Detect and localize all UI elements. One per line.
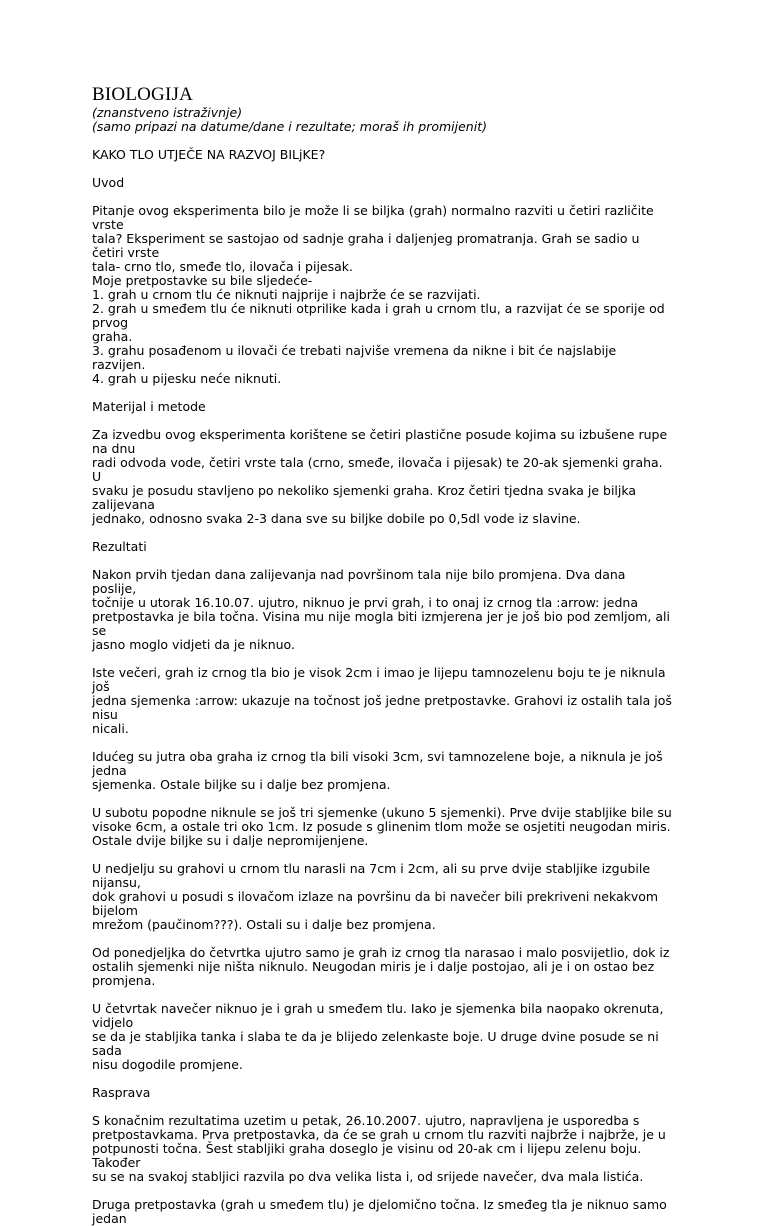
main-heading: KAKO TLO UTJEČE NA RAZVOJ BILjKE?: [92, 147, 326, 162]
rasprava-paragraph-1: [92, 1114, 672, 1184]
text-line: nisu dogodile promjene.: [92, 1057, 243, 1072]
text-line: U nedjelju su grahovi u crnom tlu narasli na 7cm i 2cm, ali su prve dvije stabljike izgubile nijansu,: [92, 861, 655, 890]
section-label-rasprava: Rasprava: [92, 1085, 151, 1100]
text-line: 3. grahu posađenom u ilovači će trebati najviše vremena da nikne i bit će najslabije razvijen.: [92, 343, 621, 372]
rezultati-paragraph-1: [92, 568, 672, 652]
rezultati-paragraph-6: [92, 946, 672, 988]
text-line: svaku je posudu stavljeno po nekoliko sjemenki graha. Kroz četiri tjedna svaka je biljka zalijevana: [92, 483, 641, 512]
section-label-materijal: Materijal i metode: [92, 399, 206, 414]
text-line: jedna sjemenka :arrow: ukazuje na točnost još jedne pretpostavke. Grahovi iz ostalih tala još nisu: [92, 693, 676, 722]
text-line: ostalih sjemenki nije ništa niknulo. Neugodan miris je i dalje postojao, ali je i on ostao bez: [92, 959, 655, 974]
text-line: pretpostavka je bila točna. Visina mu nije mogla biti izmjerena jer je još bio pod zemljom, ali se: [92, 609, 674, 638]
text-line: Ostale dvije biljke su i dalje nepromijenjene.: [92, 833, 369, 848]
text-line: tala- crno tlo, smeđe tlo, ilovača i pijesak.: [92, 259, 353, 274]
text-line: pretpostavkama. Prva pretpostavka, da će se grah u crnom tlu razviti najbrže i najbrže, je u: [92, 1127, 666, 1142]
rezultati-paragraph-5: [92, 862, 672, 932]
text-line: S konačnim rezultatima uzetim u petak, 26.10.2007. ujutro, napravljena je usporedba s: [92, 1113, 640, 1128]
subtitle-line-1: (znanstveno istraživnje): [92, 105, 243, 120]
document-page: [92, 84, 676, 1226]
text-line: potpunosti točna. Šest stabljiki graha doseglo je visinu od 20-ak cm i lijepu zelenu boju. Također: [92, 1141, 646, 1170]
materijal-paragraph: [92, 428, 672, 526]
rezultati-paragraph-4: [92, 806, 672, 848]
text-line: radi odvoda vode, četiri vrste tala (crno, smeđe, ilovača i pijesak) te 20-ak sjemenki graha. U: [92, 455, 667, 484]
text-line: promjena.: [92, 973, 156, 988]
text-line: U četvrtak navečer niknuo je i grah u smeđem tlu. Iako je sjemenka bila naopako okrenuta, vidjelo: [92, 1001, 668, 1030]
text-line: Idućeg su jutra oba graha iz crnog tla bili visoki 3cm, svi tamnozelene boje, a niknula je još jedna: [92, 749, 667, 778]
rezultati-paragraph-7: [92, 1002, 672, 1072]
text-line: Moje pretpostavke su bile sljedeće-: [92, 273, 313, 288]
text-line: visoke 6cm, a ostale tri oko 1cm. Iz posude s glinenim tlom može se osjetiti neugodan miris.: [92, 819, 671, 834]
text-line: dok grahovi u posudi s ilovačom izlaze na površinu da bi navečer bili prekriveni nekakvom bijelom: [92, 889, 663, 918]
text-line: Pitanje ovog eksperimenta bilo je može li se biljka (grah) normalno razviti u četiri različite vrste: [92, 203, 658, 232]
text-line: Iste večeri, grah iz crnog tla bio je visok 2cm i imao je lijepu tamnozelenu boju te je niknula još: [92, 665, 670, 694]
text-line: sjemenka. Ostale biljke su i dalje bez promjena.: [92, 777, 391, 792]
text-line: 4. grah u pijesku neće niknuti.: [92, 371, 282, 386]
text-line: graha.: [92, 329, 133, 344]
text-line: jasno moglo vidjeti da je niknuo.: [92, 637, 295, 652]
text-line: Nakon prvih tjedan dana zalijevanja nad površinom tala nije bilo promjena. Dva dana poslije,: [92, 567, 630, 596]
text-line: nicali.: [92, 721, 129, 736]
document-title: BIOLOGIJA: [92, 84, 194, 105]
rezultati-paragraph-2: [92, 665, 676, 736]
uvod-paragraph: [92, 204, 672, 386]
text-line: tala? Eksperiment se sastojao od sadnje graha i daljenjeg promatranja. Grah se sadio u četiri vrste: [92, 231, 644, 260]
section-label-uvod: Uvod: [92, 175, 125, 190]
text-line: jednako, odnosno svaka 2-3 dana sve su biljke dobile po 0,5dl vode iz slavine.: [92, 511, 581, 526]
text-line: mrežom (paučinom???). Ostali su i dalje bez promjena.: [92, 917, 436, 932]
rezultati-paragraph-3: [92, 750, 672, 792]
text-line: U subotu popodne niknule se još tri sjemenke (ukuno 5 sjemenki). Prve dvije stabljike bile su: [92, 805, 672, 820]
text-line: Druga pretpostavka (grah u smeđem tlu) je djelomično točna. Iz smeđeg tla je niknuo samo jedan: [92, 1197, 671, 1226]
text-line: 1. grah u crnom tlu će niknuti najprije i najbrže će se razvijati.: [92, 287, 481, 302]
subtitle-line-2: (samo pripazi na datume/dane i rezultate; moraš ih promijenit): [92, 119, 487, 134]
text-line: su se na svakoj stabljici razvila po dva velika lista i, od srijede navečer, dva mala listića.: [92, 1169, 644, 1184]
text-line: Od ponedjeljka do četvrtka ujutro samo je grah iz crnog tla narasao i malo posvijetlio, dok iz: [92, 945, 670, 960]
text-line: se da je stabljika tanka i slaba te da je blijedo zelenkaste boje. U druge dvine posude se ni sada: [92, 1029, 663, 1058]
rasprava-paragraph-2: [92, 1198, 672, 1226]
text-line: točnije u utorak 16.10.07. ujutro, niknuo je prvi grah, i to onaj iz crnog tla :arrow: jedna: [92, 595, 639, 610]
text-line: Za izvedbu ovog eksperimenta korištene se četiri plastične posude kojima su izbušene rupe na dnu: [92, 427, 672, 456]
text-line: 2. grah u smeđem tlu će niknuti otprilike kada i grah u crnom tlu, a razvijat će se sporije od prvog: [92, 301, 669, 330]
section-label-rezultati: Rezultati: [92, 539, 147, 554]
